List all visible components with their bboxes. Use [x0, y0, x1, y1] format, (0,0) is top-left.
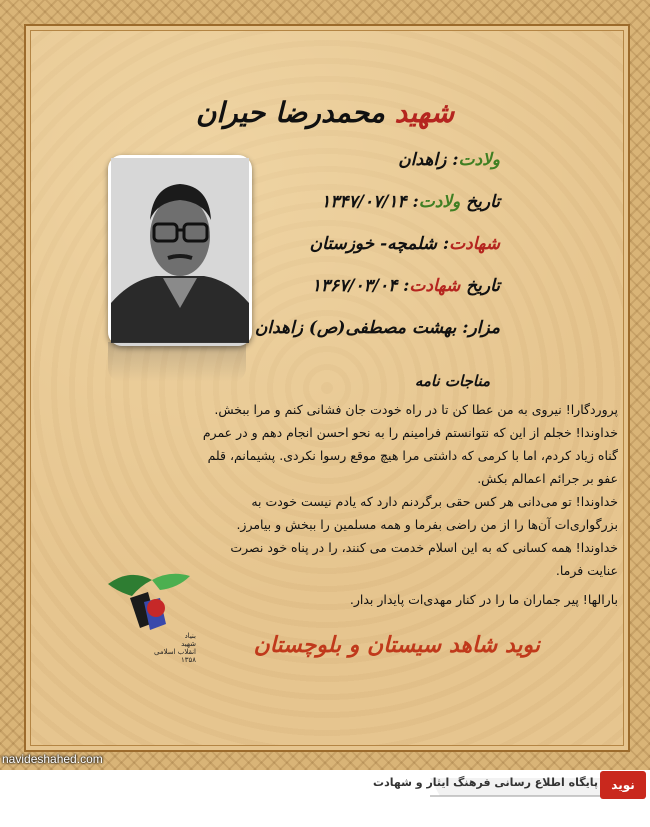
portrait-icon — [111, 158, 249, 343]
munajat-line: پروردگارا! نیروی به من عطا کن تا در راه خودت جان فشانی کنم و مرا ببخش. — [214, 402, 618, 417]
birthdate-label-b: ولادت — [418, 192, 461, 212]
munajat-line: خداوندا! خجلم از این که نتوانستم فرامینم را به نحو احسن انجام دهم و در عمرم — [202, 425, 618, 440]
info-birthplace — [398, 150, 500, 180]
info-birthdate — [321, 192, 500, 222]
title-name: محمدرضا حیران — [195, 96, 385, 129]
munajat-line: عفو بر جرائم اعمالم بکش. — [477, 471, 618, 486]
martyrdate-label-b: شهادت — [409, 276, 461, 296]
info-martyrdom — [310, 234, 500, 264]
martyrdom-value: : شلمچه- خوزستان — [309, 234, 450, 254]
page-title — [160, 96, 490, 140]
title-prefix: شهید — [394, 96, 455, 129]
munajat-line: عنایت فرما. — [555, 563, 618, 578]
munajat-line: بارالها! پیر جماران ما را در کنار مهدی‌ات پایدار بدار. — [349, 592, 618, 607]
emblem-text-3: انقلاب اسلامی — [154, 648, 196, 656]
munajat-heading: مناجات نامه — [414, 372, 490, 390]
birthplace-value: : زاهدان — [398, 150, 459, 170]
munajat-line: خداوندا! همه کسانی که به این اسلام خدمت می کنند، را در پناه خود نصرت — [230, 540, 618, 555]
martyrdom-label: شهادت — [449, 234, 500, 254]
birthdate-value: : ۱۳۴۷/۰۷/۱۴ — [321, 192, 419, 212]
munajat-line: گناه زیاد کردم، اما با کرمی که داشتی مرا هیچ موقع رسوا نکردی. پشیمانم، قلم — [207, 448, 618, 463]
birthplace-label: ولادت — [458, 150, 500, 170]
portrait-reflection — [108, 342, 246, 382]
footer-site-text[interactable]: پایگاه اطلاع رسانی فرهنگ ایثار و شهادت — [373, 776, 598, 789]
martyrs-foundation-logo-icon — [100, 562, 196, 672]
site-watermark: navideshahed.com — [2, 752, 103, 766]
munajat-line: بزرگواری‌ات آن‌ها را از من راضی بفرما و همه مسلمین را ببخش و بیامرز. — [236, 517, 618, 532]
emblem-text-4: ۱۳۵۸ — [180, 656, 196, 664]
tomb-value: : بهشت مصطفی(ص) زاهدان — [254, 318, 469, 338]
portrait-photo — [108, 155, 252, 346]
navideshahed-logo-icon[interactable]: نوید شاهد — [600, 771, 646, 799]
martyrdate-label-a: تاریخ — [460, 276, 500, 296]
signature: نوید شاهد سیستان و بلوچستان — [253, 632, 540, 658]
emblem-text-1: بنیاد — [184, 632, 196, 640]
munajat-line: خداوندا! تو می‌دانی هر کس حقی برگردنم دارد که یادم نیست خودت به — [251, 494, 618, 509]
info-martyrdate — [312, 276, 500, 306]
martyrdate-value: : ۱۳۶۷/۰۳/۰۴ — [311, 276, 410, 296]
tomb-label: مزار — [468, 318, 500, 338]
info-tomb — [255, 318, 500, 348]
emblem-text-2: شهید — [181, 640, 196, 648]
birthdate-label-a: تاریخ — [460, 192, 500, 212]
